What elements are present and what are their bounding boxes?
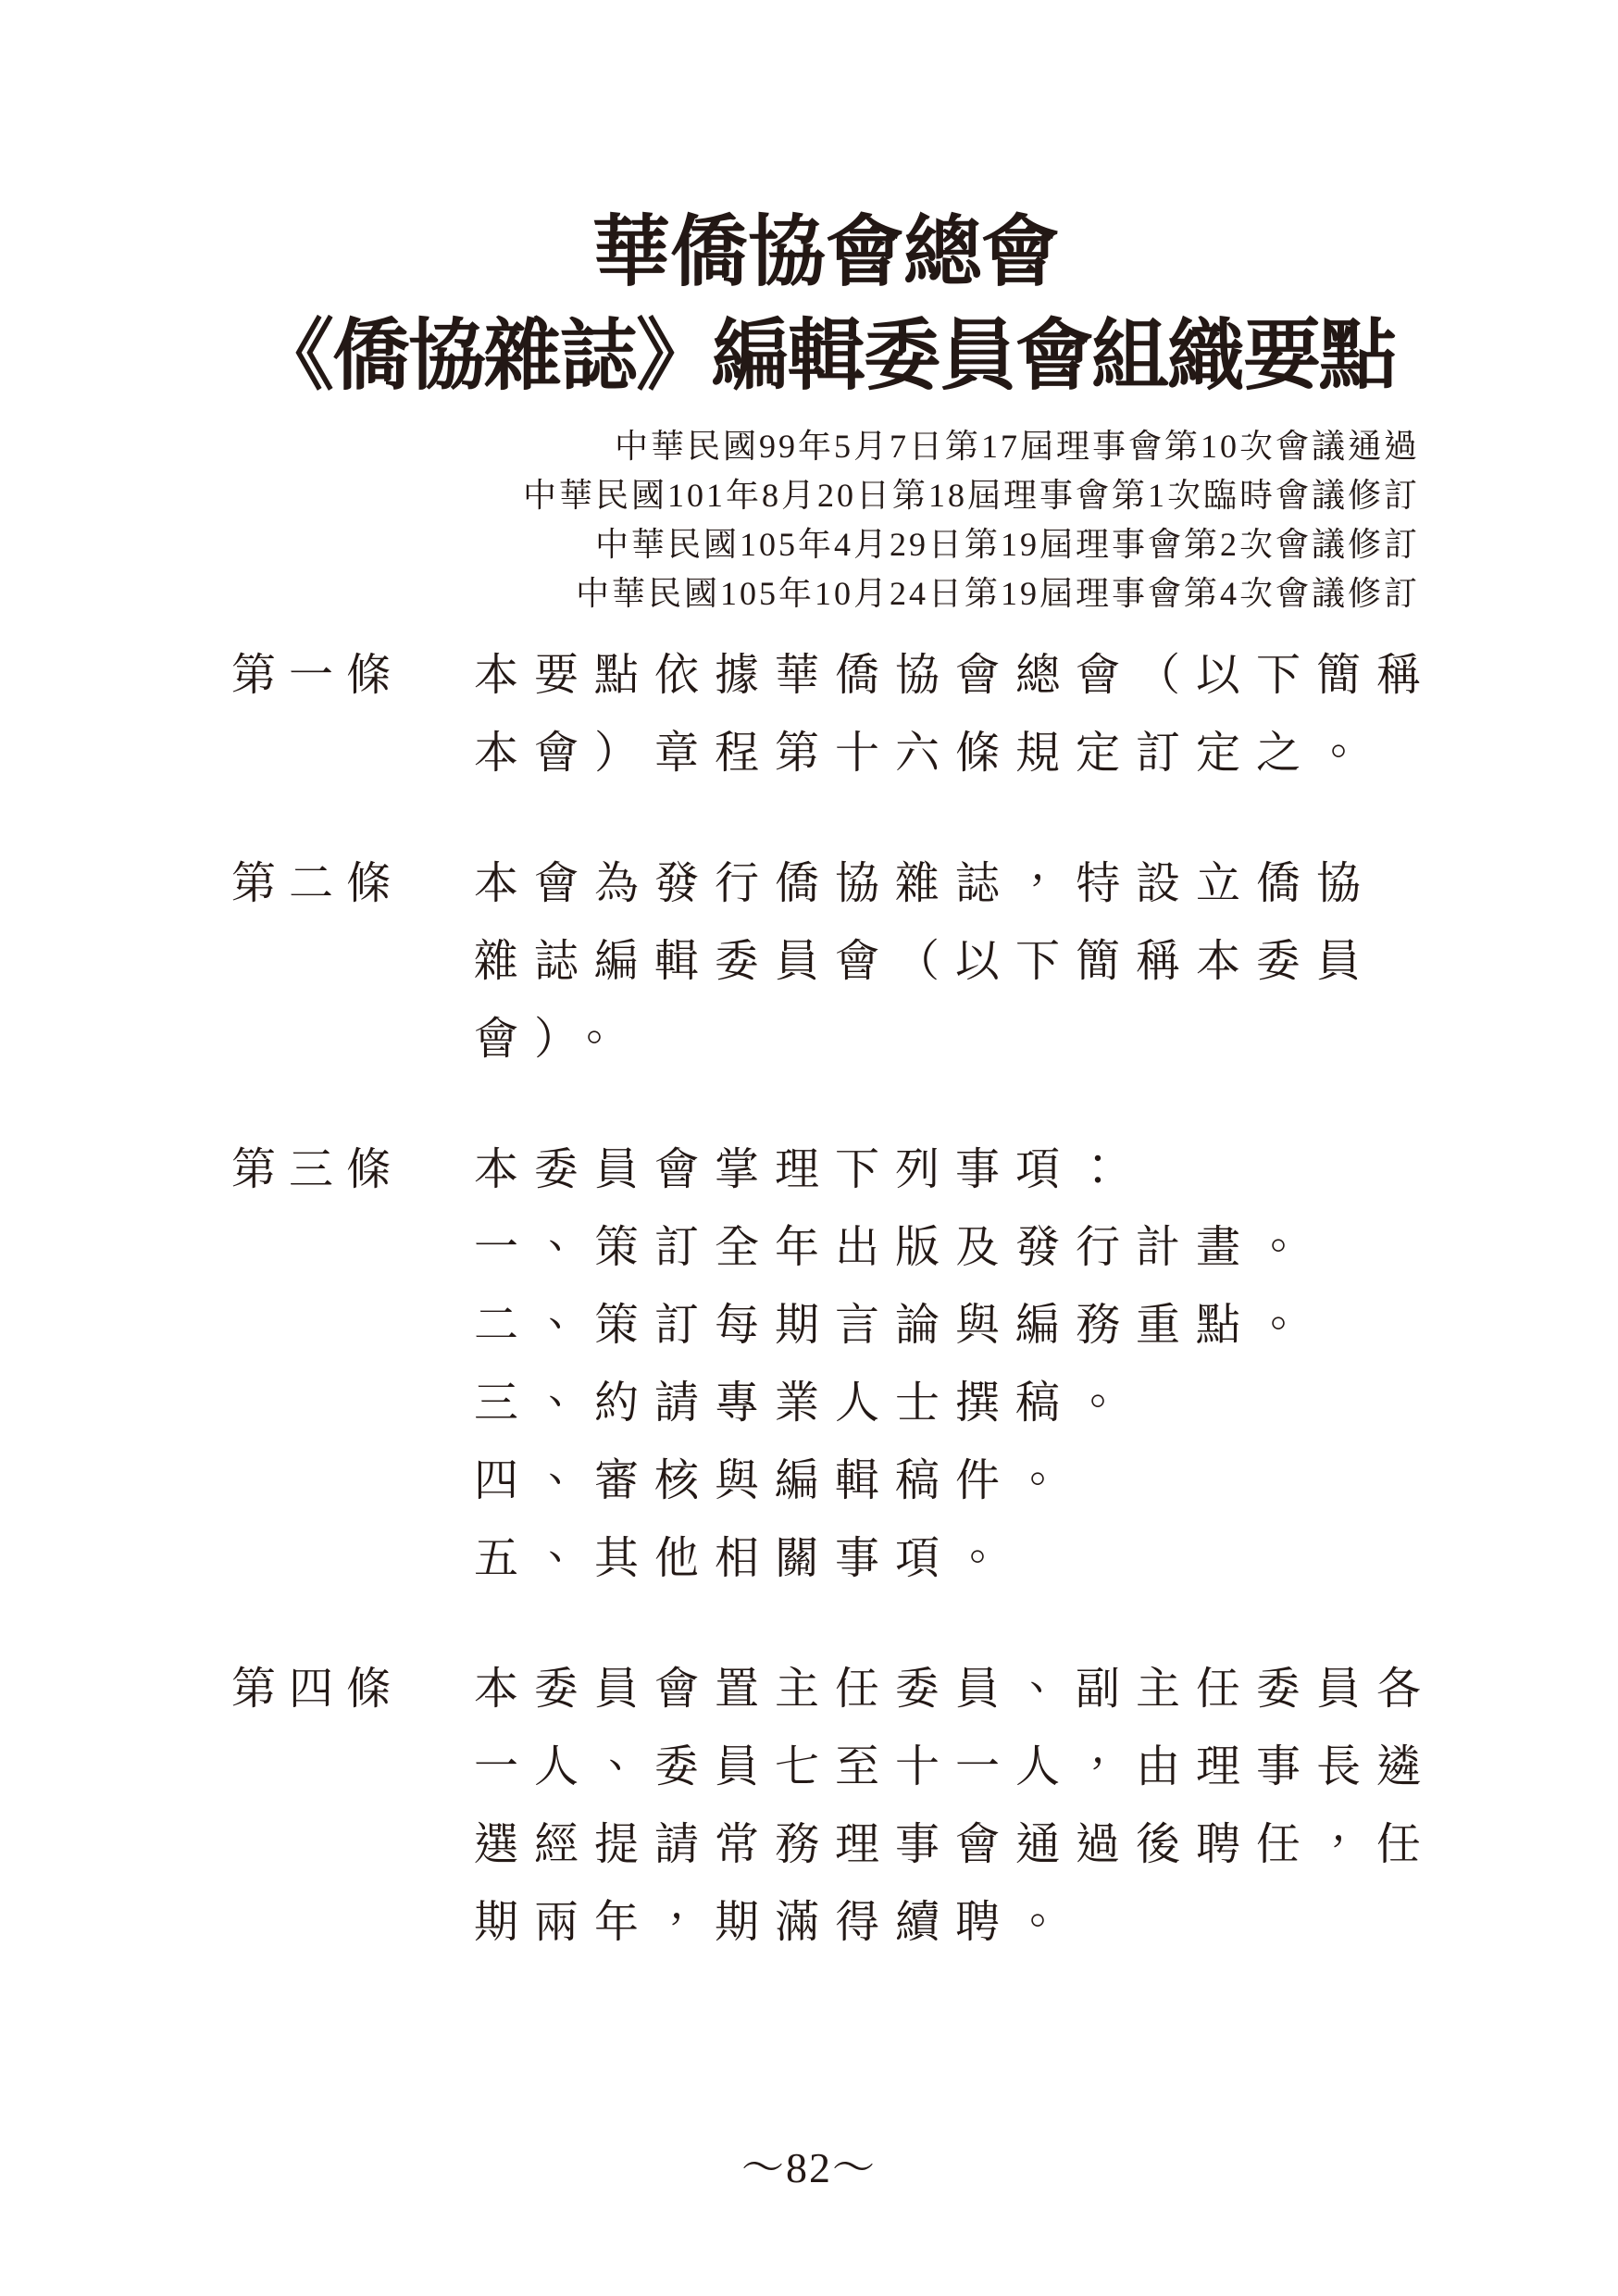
article-2 (231, 845, 1420, 1079)
article-4 (231, 1651, 1438, 1962)
article-1 (231, 637, 1438, 792)
article-line: 一人、委員七至十一人，由理事長遴 (474, 1742, 1438, 1791)
revision-line-2: 中華民國101年8月20日第18屆理事會第1次臨時會議修訂 (522, 477, 1420, 514)
list-item: 一、策訂全年出版及發行計畫。 (474, 1223, 1317, 1272)
article-3 (231, 1131, 1420, 1598)
list-item: 二、策訂每期言論與編務重點。 (474, 1301, 1317, 1350)
article-2-label: 第二條 (231, 859, 404, 908)
article-line: 本會）章程第十六條規定訂定之。 (474, 729, 1377, 778)
article-line: 選經提請常務理事會通過後聘任，任 (474, 1820, 1438, 1869)
list-item: 五、其他相關事項。 (474, 1534, 1016, 1583)
list-item: 四、審核與編輯稿件。 (474, 1456, 1077, 1505)
article-1-body (474, 637, 1437, 792)
article-line: 雜誌編輯委員會（以下簡稱本委員 (474, 937, 1377, 986)
list-item: 三、約請專業人士撰稿。 (474, 1379, 1137, 1428)
article-1-label: 第一條 (231, 651, 404, 700)
article-line: 本會為發行僑協雜誌，特設立僑協 (474, 859, 1377, 908)
document-header (231, 206, 1420, 618)
revision-line-3: 中華民國105年4月29日第19屆理事會第2次會議修訂 (594, 526, 1420, 563)
article-line: 本委員會掌理下列事項： (474, 1145, 1137, 1194)
article-3-body (474, 1131, 1420, 1598)
revision-history (231, 422, 1420, 618)
article-line: 本委員會置主任委員、副主任委員各 (474, 1665, 1438, 1714)
article-3-label: 第三條 (231, 1145, 404, 1194)
article-line: 本要點依據華僑協會總會（以下簡稱 (474, 651, 1438, 700)
revision-line-1: 中華民國99年5月7日第17屆理事會第10次會議通過 (614, 428, 1420, 465)
articles-section (231, 637, 1438, 1962)
revision-line-4: 中華民國105年10月24日第19屆理事會第4次會議修訂 (575, 575, 1420, 612)
document-title-line1: 華僑協會總會 (591, 210, 1059, 296)
page-number: ～82～ (741, 2144, 877, 2191)
article-4-body (474, 1651, 1437, 1962)
article-line: 期兩年，期滿得續聘。 (474, 1898, 1077, 1947)
article-line: 會）。 (474, 1015, 633, 1064)
article-4-label: 第四條 (231, 1665, 404, 1714)
document-title-line2: 《僑協雜誌》編輯委員會組織要點 (255, 314, 1395, 400)
article-2-body (474, 845, 1420, 1079)
